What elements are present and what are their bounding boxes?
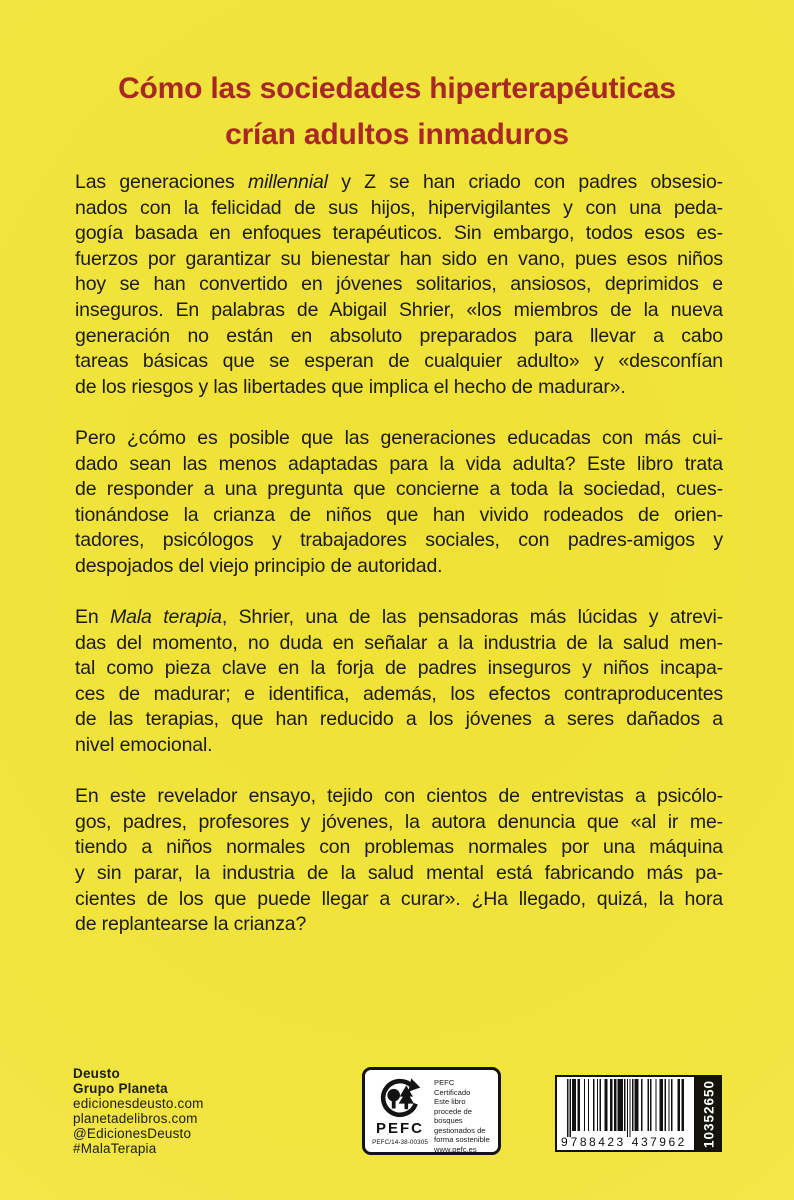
tagline-line-1: Cómo las sociedades hiperterapéuticas [118, 72, 676, 105]
synopsis-line: Las generaciones millennial y Z se han criado con padres obsesio- [75, 171, 723, 193]
synopsis-line: das del momento, no duda en señalar a la industria de la salud men- [75, 631, 723, 654]
synopsis-line: gos, padres, profesores y jóvenes, la autora denuncia que «al ir me- [75, 810, 723, 833]
synopsis-paragraph [75, 426, 723, 580]
synopsis-line: Pero ¿cómo es posible que las generaciones educadas con más cui- [75, 426, 723, 449]
publisher-line: Grupo Planeta [73, 1080, 168, 1096]
pefc-name: PEFC [375, 1120, 424, 1137]
synopsis [75, 170, 723, 963]
publisher-line: edicionesdeusto.com [73, 1095, 204, 1111]
synopsis-line: nados con la felicidad de sus hijos, hipervigilantes y con una peda- [75, 196, 723, 219]
tagline-line-2: crían adultos inmaduros [225, 118, 569, 151]
publisher-line: #MalaTerapia [73, 1140, 157, 1156]
svg-text:437962: 437962 [631, 1135, 687, 1148]
synopsis-line: tionándose la crianza de niños que han vivido rodeados de orien- [75, 503, 723, 526]
synopsis-line: tal como pieza clave en la forja de padres inseguros y niños incapa- [75, 657, 723, 680]
synopsis-line: tadores, psicólogos y trabajadores sociales, con padres-amigos y [75, 529, 723, 552]
synopsis-line: fuerzos por garantizar su bienestar han sido en vano, pues esos niños [75, 247, 723, 270]
synopsis-line: inseguros. En palabras de Abigail Shrier, «los miembros de la nueva [75, 298, 723, 321]
synopsis-line: generación no están en absoluto preparados para llevar a cabo [75, 324, 723, 347]
pefc-label-right [429, 1075, 492, 1154]
synopsis-line: dado sean las menos adaptadas para la vida adulta? Este libro trata [75, 452, 723, 475]
product-code-vertical: 10352650 [701, 1079, 717, 1148]
synopsis-line: En Mala terapia, Shrier, una de las pensadoras más lúcidas y atrevi- [75, 606, 723, 629]
synopsis-line: ces de madurar; e identifica, además, los efectos contraproducentes [75, 682, 723, 705]
tagline [40, 66, 754, 158]
publisher-line: @EdicionesDeusto [73, 1125, 192, 1141]
synopsis-line: tiendo a niños normales con problemas normales por una máquina [75, 836, 723, 859]
synopsis-line: y sin parar, la industria de la salud mental está fabricando más pa- [75, 862, 723, 885]
synopsis-line: tareas básicas que se esperan de cualquier adulto» y «desconfían [75, 350, 723, 373]
pefc-label-box [362, 1067, 501, 1155]
svg-text:9: 9 [561, 1135, 568, 1148]
ean-barcode [555, 1075, 696, 1152]
publisher-line: planetadelibros.com [73, 1110, 198, 1126]
synopsis-line: En este revelador ensayo, tejido con cientos de entrevistas a psicólo- [75, 785, 723, 808]
synopsis-line: gogía basada en enfoques terapéuticos. Sin embargo, todos esos es- [75, 222, 723, 245]
pefc-claim: Este libro procede de bosques gestionados de forma sostenible [434, 1097, 490, 1144]
synopsis-paragraph [75, 170, 723, 400]
synopsis-line: de responder a una pregunta que concierne a toda la sociedad, cues- [75, 478, 723, 501]
synopsis-line: despojados del viejo principio de autoridad. [75, 554, 443, 577]
synopsis-line: cientes de los que puede llegar a curar». ¿Ha llegado, quizá, la hora [75, 887, 723, 910]
synopsis-paragraph [75, 605, 723, 759]
synopsis-line: nivel emocional. [75, 734, 213, 757]
svg-text:788423: 788423 [570, 1135, 626, 1148]
publisher-line: Deusto [73, 1066, 120, 1081]
barcode-block [555, 1075, 722, 1152]
pefc-logo-icon [379, 1077, 421, 1119]
synopsis-line: de replantearse la crianza? [75, 913, 307, 936]
publisher-block [73, 1067, 204, 1156]
pefc-url: www.pefc.es [434, 1144, 477, 1154]
pefc-cert-number: PEFC/14-38-00305 [372, 1139, 428, 1146]
pefc-certified-label: PEFC Certificado [434, 1078, 471, 1097]
synopsis-paragraph [75, 784, 723, 938]
synopsis-line: hoy se han convertido en jóvenes solitarios, ansiosos, deprimidos e [75, 273, 723, 296]
synopsis-line: de las terapias, que han reducido a los jóvenes a seres dañados a [75, 708, 723, 731]
ean-barcode-bars [557, 1077, 694, 1148]
product-code-band [696, 1075, 722, 1152]
synopsis-line: de los riesgos y las libertades que implica el hecho de madurar». [75, 375, 626, 398]
pefc-label-left [371, 1075, 429, 1148]
